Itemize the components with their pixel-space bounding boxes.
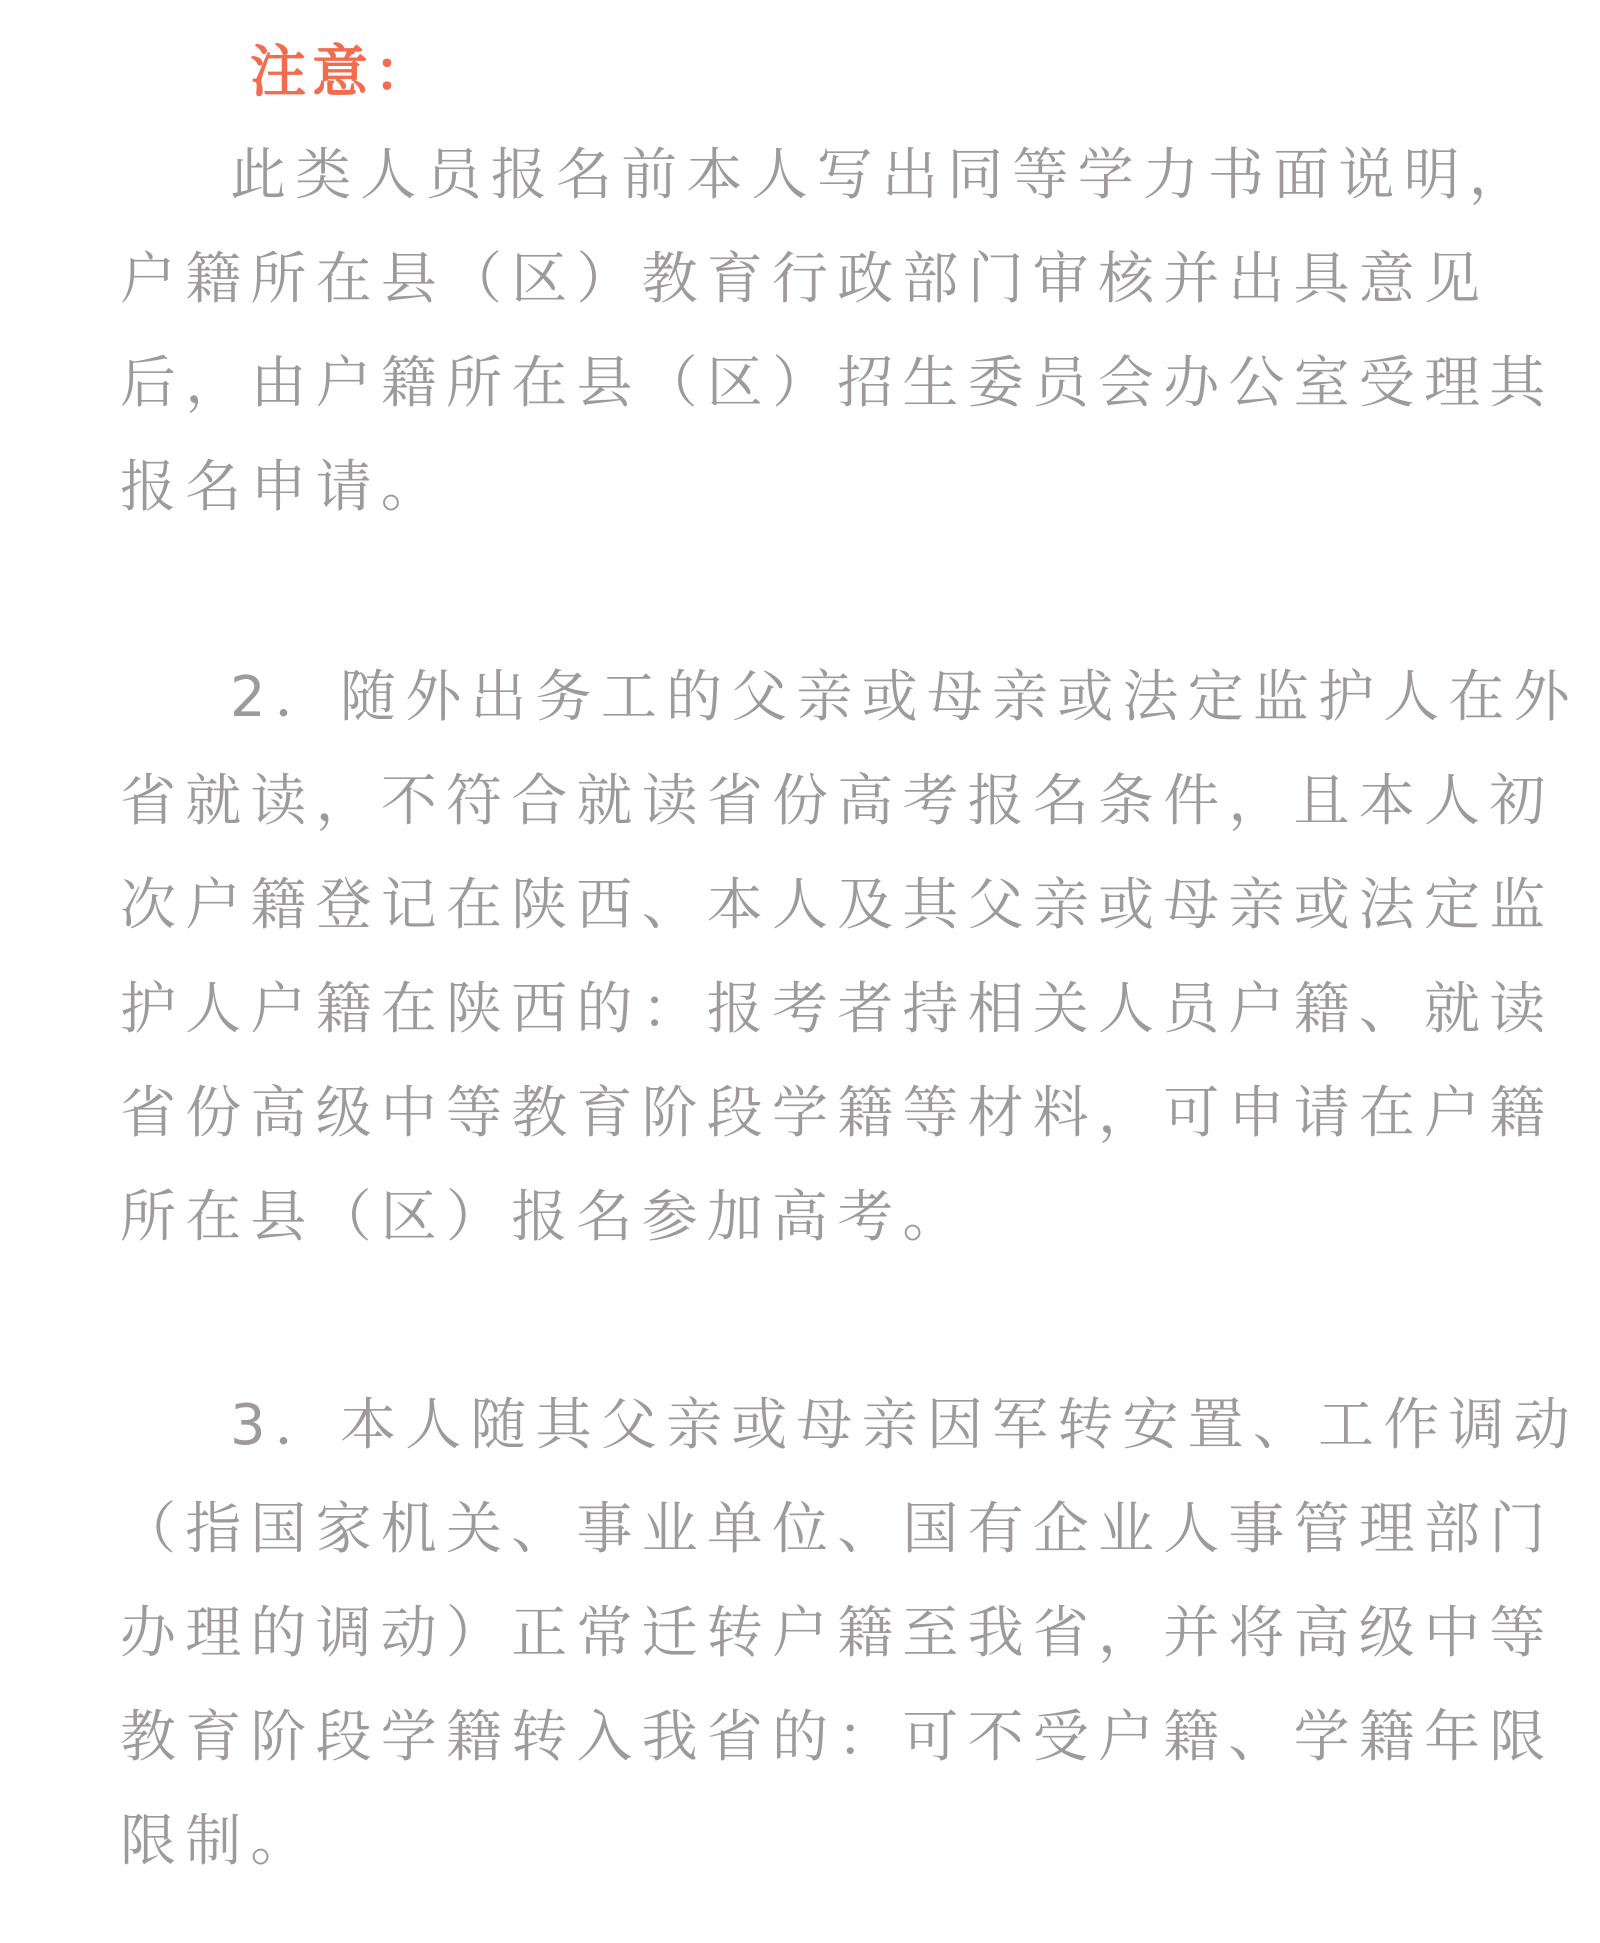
paragraph-line: 次户籍登记在陕西、本人及其父亲或母亲或法定监	[120, 873, 1555, 938]
paragraph-line: 后，由户籍所在县（区）招生委员会办公室受理其	[120, 351, 1555, 416]
paragraph-line: 办理的调动）正常迁转户籍至我省，并将高级中等	[120, 1601, 1555, 1666]
notice-heading: 注意：	[250, 40, 436, 105]
paragraph-line: 报名申请。	[120, 455, 446, 520]
paragraph-line: 省就读，不符合就读省份高考报名条件，且本人初	[120, 769, 1555, 834]
paragraph-line: 此类人员报名前本人写出同等学力书面说明，	[230, 143, 1534, 208]
paragraph-line: 所在县（区）报名参加高考。	[120, 1185, 968, 1250]
paragraph-3	[120, 1374, 1579, 1894]
paragraph-1	[120, 124, 1555, 540]
paragraph-line: 限制。	[120, 1809, 316, 1874]
paragraph-line: 省份高级中等教育阶段学籍等材料，可申请在户籍	[120, 1081, 1555, 1146]
paragraph-line: 教育阶段学籍转入我省的：可不受户籍、学籍年限	[120, 1705, 1555, 1770]
paragraph-line: 3．本人随其父亲或母亲因军转安置、工作调动	[230, 1393, 1579, 1458]
paragraph-line: 户籍所在县（区）教育行政部门审核并出具意见	[120, 247, 1490, 312]
paragraph-line: （指国家机关、事业单位、国有企业人事管理部门	[120, 1497, 1555, 1562]
paragraph-2	[120, 646, 1579, 1270]
paragraph-line: 2．随外出务工的父亲或母亲或法定监护人在外	[230, 665, 1579, 730]
paragraph-line: 护人户籍在陕西的：报考者持相关人员户籍、就读	[120, 977, 1555, 1042]
